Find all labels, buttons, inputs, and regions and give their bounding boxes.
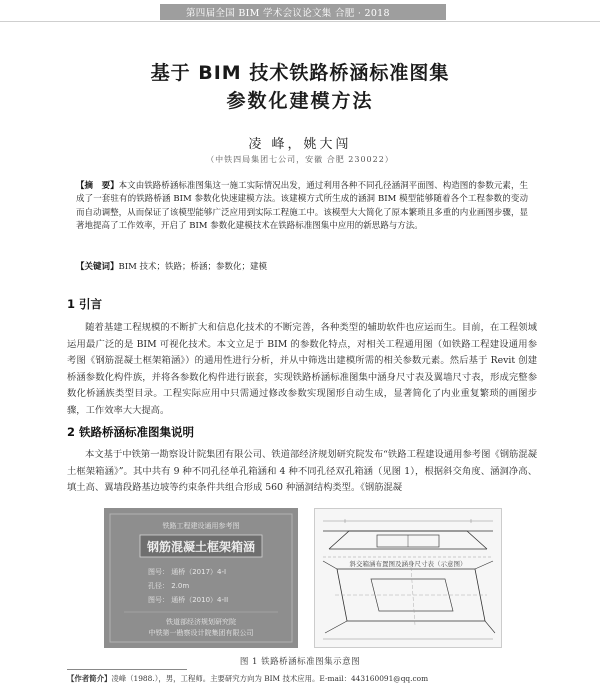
cover-row-2: 孔径： 2.0m bbox=[148, 582, 190, 590]
abstract-text: 本文由铁路桥涵标准图集这一施工实际情况出发，通过利用各种不同孔径涵洞平面图、构造图的参数元素，生成了一套驻有的铁路桥涵 BIM 参数化快速建模方法。该建模方式所生成的涵洞 BIM 模型能够随着各个工程参数的变动而自动调整，从而保证了该模型能够广泛应用到实际工程施工中。该模型大大简化了原本繁琐且多重的内业画图步骤，显著地提高了工作效率，开启了 BIM 参数化建模技术在铁路标准图集中应用的新思路与方法。 bbox=[76, 181, 528, 232]
section2-paragraph bbox=[67, 447, 537, 497]
footnote-label: 【作者简介】 bbox=[67, 674, 112, 683]
section2-title: 2 铁路桥涵标准图集说明 bbox=[67, 425, 195, 439]
section1-text: 随着基建工程规模的不断扩大和信息化技术的不断完善，各种类型的辅助软件也应运而生。目前，在工程领域运用最广泛的是 BIM 可视化技术。本文立足于 BIM 的参数化特点，对相关工程通用图（如铁路工程建设通用参考图《钢筋混凝土框架箱涵》）的通用性进行分析，并从中筛选出建模所需的相关参数元素。然后基于 Revit 创建桥涵参数化构件族，并将各参数化构件进行嵌套，实现铁路桥涵标准图集中涵身尺寸表及翼墙尺寸表，形成完整参数化桥涵族类型目录。工程实际应用中只需通过修改参数实现图形自动生成，显著简化了内业重复繁琐的画图步骤，工作效率大大提高。 bbox=[67, 322, 537, 416]
cover-row-1: 图号： 通桥（2017）4-I bbox=[148, 568, 227, 576]
keywords-text: BIM 技术；铁路；桥涵；参数化；建模 bbox=[118, 262, 268, 272]
section1-paragraph bbox=[67, 320, 537, 419]
cover-row-3: 图号： 通桥（2010）4-II bbox=[148, 596, 229, 604]
abstract bbox=[76, 180, 528, 234]
figure-drawing-image bbox=[314, 508, 502, 648]
paper-title-line2: 参数化建模方法 bbox=[226, 90, 374, 112]
keywords-label: 【关键词】 bbox=[76, 262, 119, 272]
drawing-label: 斜交箱涵布置图及涵身尺寸表（示意图） bbox=[349, 560, 467, 568]
section1-title: 1 引言 bbox=[67, 297, 103, 311]
affiliation: （中铁四局集团七公司，安徽 合肥 230022） bbox=[206, 155, 394, 164]
authors: 凌 峰，姚大闯 bbox=[248, 137, 352, 152]
footnote-rule bbox=[67, 669, 187, 670]
running-header bbox=[0, 0, 600, 22]
keywords bbox=[76, 260, 528, 272]
paper-title-line1: 基于 BIM 技术铁路桥涵标准图集 bbox=[150, 62, 450, 84]
cover-svg bbox=[104, 508, 298, 648]
header-rule bbox=[0, 21, 600, 22]
header-text: 第四届全国 BIM 学术会议论文集 合肥 · 2018 bbox=[186, 8, 390, 19]
cover-top-text: 铁路工程建设通用参考图 bbox=[162, 522, 240, 530]
drawing-svg bbox=[315, 509, 501, 647]
footnote-text: 凌峰（1988.），男，工程师。主要研究方向为 BIM 技术应用。E-mail：443160091@qq.com bbox=[111, 674, 429, 683]
cover-bottom-1: 铁道部经济规划研究院 bbox=[166, 618, 236, 626]
cover-title-text: 钢筋混凝土框架箱涵 bbox=[146, 540, 256, 554]
figure-caption: 图 1 铁路桥涵标准图集示意图 bbox=[239, 657, 361, 667]
footnote bbox=[67, 673, 547, 684]
cover-bottom-2: 中铁第一勘察设计院集团有限公司 bbox=[148, 629, 254, 637]
abstract-label: 【摘 要】 bbox=[76, 181, 119, 191]
section2-text: 本文基于中铁第一勘察设计院集团有限公司、铁道部经济规划研究院发布“铁路工程建设通用参考图《钢筋混凝土框架箱涵》”。其中共有 9 种不同孔径单孔箱涵和 4 种不同孔径双孔箱涵（见图 1），根据斜交角度、涵洞净高、填土高、翼墙段路基边坡等约束条件共组合形成 560 种涵洞结构类型。《钢筋混凝 bbox=[67, 449, 537, 493]
figure-cover-image bbox=[104, 508, 298, 648]
